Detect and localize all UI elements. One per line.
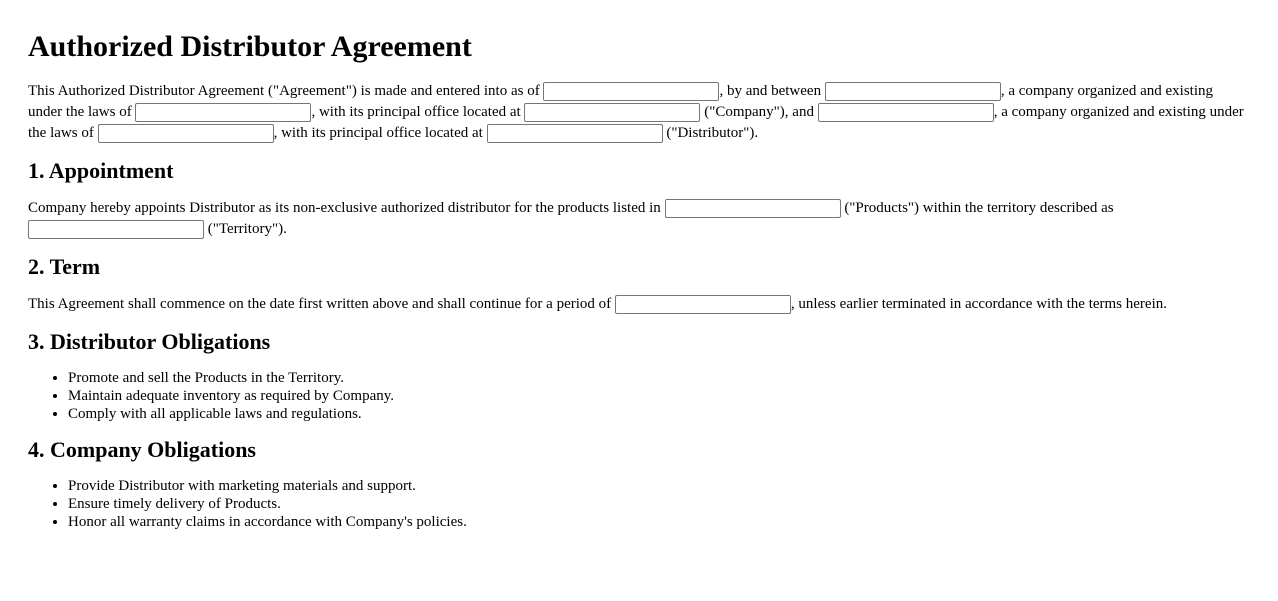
list-item: • Honor all warranty claims in accordance with Company's policies. <box>68 513 1250 531</box>
term-period-input[interactable] <box>615 295 791 314</box>
appointment-text: ("Products") within the territory described as <box>844 200 1114 216</box>
term-paragraph <box>28 294 1250 315</box>
company-name-input[interactable] <box>825 82 1001 101</box>
distributor-name-input[interactable] <box>818 103 994 122</box>
section-heading-company-obligations: 4. Company Obligations <box>28 437 256 462</box>
list-item: • Provide Distributor with marketing materials and support. <box>68 477 1250 495</box>
territory-input[interactable] <box>28 220 204 239</box>
intro-paragraph <box>28 81 1250 144</box>
list-item: • Maintain adequate inventory as required by Company. <box>68 387 1250 405</box>
intro-text: ("Distributor"). <box>666 125 759 141</box>
term-text: This Agreement shall commence on the date first written above and shall continue for a period of <box>28 296 612 312</box>
list-item: • Comply with all applicable laws and regulations. <box>68 405 1250 423</box>
products-input[interactable] <box>665 199 841 218</box>
intro-text: ("Company"), and <box>704 104 814 120</box>
intro-text: , a company organized and existing under the laws of <box>28 104 1244 141</box>
intro-text: , with its principal office located at <box>273 125 483 141</box>
intro-text: , with its principal office located at <box>311 104 521 120</box>
appointment-text: ("Territory"). <box>207 221 287 237</box>
appointment-text: Company hereby appoints Distributor as its non-exclusive authorized distributor for the products listed in <box>28 200 661 216</box>
intro-text: , by and between <box>719 83 822 99</box>
list-item: • Ensure timely delivery of Products. <box>68 495 1250 513</box>
intro-text: This Authorized Distributor Agreement ("Agreement") is made and entered into as of <box>28 83 540 99</box>
company-obligations-list <box>28 477 1250 531</box>
intro-text: , a company organized and existing under the laws of <box>28 83 1213 120</box>
document-title: Authorized Distributor Agreement <box>28 30 472 63</box>
distributor-jurisdiction-input[interactable] <box>98 124 274 143</box>
section-heading-term: 2. Term <box>28 254 101 279</box>
list-item: • Promote and sell the Products in the Territory. <box>68 369 1250 387</box>
section-heading-appointment: 1. Appointment <box>28 158 174 183</box>
term-text: , unless earlier terminated in accordance with the terms herein. <box>790 296 1167 312</box>
distributor-address-input[interactable] <box>487 124 663 143</box>
distributor-obligations-list <box>28 369 1250 423</box>
section-heading-distributor-obligations: 3. Distributor Obligations <box>28 329 271 354</box>
appointment-paragraph <box>28 198 1250 240</box>
effective-date-input[interactable] <box>543 82 719 101</box>
company-jurisdiction-input[interactable] <box>135 103 311 122</box>
company-address-input[interactable] <box>524 103 700 122</box>
